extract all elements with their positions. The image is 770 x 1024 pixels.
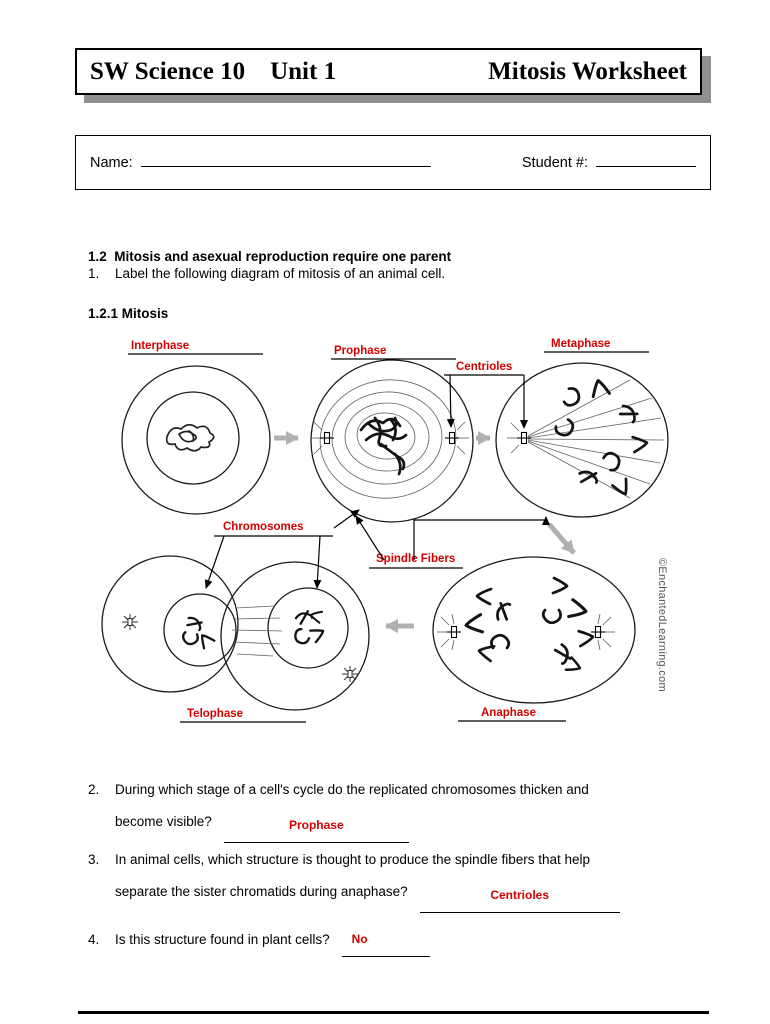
question-2-answer-line [224, 810, 409, 843]
telophase-cell [102, 556, 369, 710]
question-2-line2: become visible? [115, 814, 212, 829]
course-title: SW Science 10 Unit 1 [90, 57, 337, 85]
prophase-right-centriole-icon [445, 433, 459, 444]
anaphase-chromosomes [465, 578, 594, 674]
name-field-group [90, 155, 431, 171]
question-3-answer: Centrioles [490, 888, 550, 902]
stage-arrows [274, 438, 574, 626]
anaphase-cell [433, 557, 635, 703]
label-centrioles: Centrioles [456, 361, 513, 373]
name-student-box [75, 135, 711, 190]
label-interphase: Interphase [131, 340, 190, 352]
student-number-field-group [522, 155, 696, 171]
question-1-text: Label the following diagram of mitosis of an animal cell. [115, 266, 446, 281]
question-1-number: 1. [88, 266, 100, 281]
question-3-line2: separate the sister chromatids during anaphase? [115, 884, 408, 899]
telophase-interzonal-fibers [232, 606, 282, 656]
label-chromosomes: Chromosomes [223, 521, 304, 533]
name-label: Name: [90, 154, 133, 171]
question-3-number: 3. [88, 852, 100, 867]
telophase-left-aster-icon [122, 614, 138, 630]
question-2 [88, 774, 589, 843]
metaphase-centriole-icon [517, 433, 531, 444]
label-telophase: Telophase [187, 708, 244, 720]
metaphase-cell [496, 363, 668, 517]
student-number-blank-line [596, 166, 696, 167]
interphase-chromatin [167, 425, 214, 451]
question-4-text: Is this structure found in plant cells? [115, 932, 330, 947]
prophase-chromosomes [361, 418, 406, 474]
metaphase-chromosomes [554, 379, 648, 498]
question-3-line1: In animal cells, which structure is thought to produce the spindle fibers that help [115, 852, 591, 867]
header-box [75, 48, 702, 95]
section-heading-line2: 1.2.1 Mitosis [88, 306, 169, 321]
label-metaphase: Metaphase [551, 338, 611, 350]
question-2-number: 2. [88, 782, 100, 797]
anaphase-left-centriole-icon [447, 627, 461, 638]
question-3-answer-line [420, 880, 620, 913]
student-number-label: Student #: [521, 154, 588, 171]
name-blank-line [141, 166, 431, 167]
arrow-metaphase-to-anaphase [549, 524, 574, 553]
diagram-labels [128, 338, 649, 722]
mitosis-diagram [0, 318, 770, 758]
question-4-answer: No [351, 932, 368, 946]
prophase-spindle-rings [312, 371, 463, 507]
worksheet-title: Mitosis Worksheet [488, 57, 687, 85]
question-4 [88, 924, 430, 957]
question-2-line1: During which stage of a cell's cycle do the replicated chromosomes thicken and [115, 782, 589, 797]
label-spindle-fibers: Spindle Fibers [376, 553, 456, 565]
question-3 [88, 844, 620, 913]
prophase-cell [310, 360, 473, 522]
question-2-answer: Prophase [288, 818, 344, 832]
footer-rule [78, 1011, 709, 1014]
label-anaphase: Anaphase [481, 707, 536, 719]
section-heading-line1: 1.2 Mitosis and asexual reproduction require one parent [88, 249, 452, 264]
label-prophase: Prophase [334, 345, 387, 357]
question-1 [88, 258, 445, 290]
telophase-right-aster-icon [342, 666, 358, 682]
header-banner [75, 48, 702, 95]
question-4-answer-line [342, 924, 430, 957]
question-4-number: 4. [88, 932, 100, 947]
copyright-credit: ©EnchantedLearning.com [656, 558, 668, 692]
interphase-cell [122, 366, 270, 514]
